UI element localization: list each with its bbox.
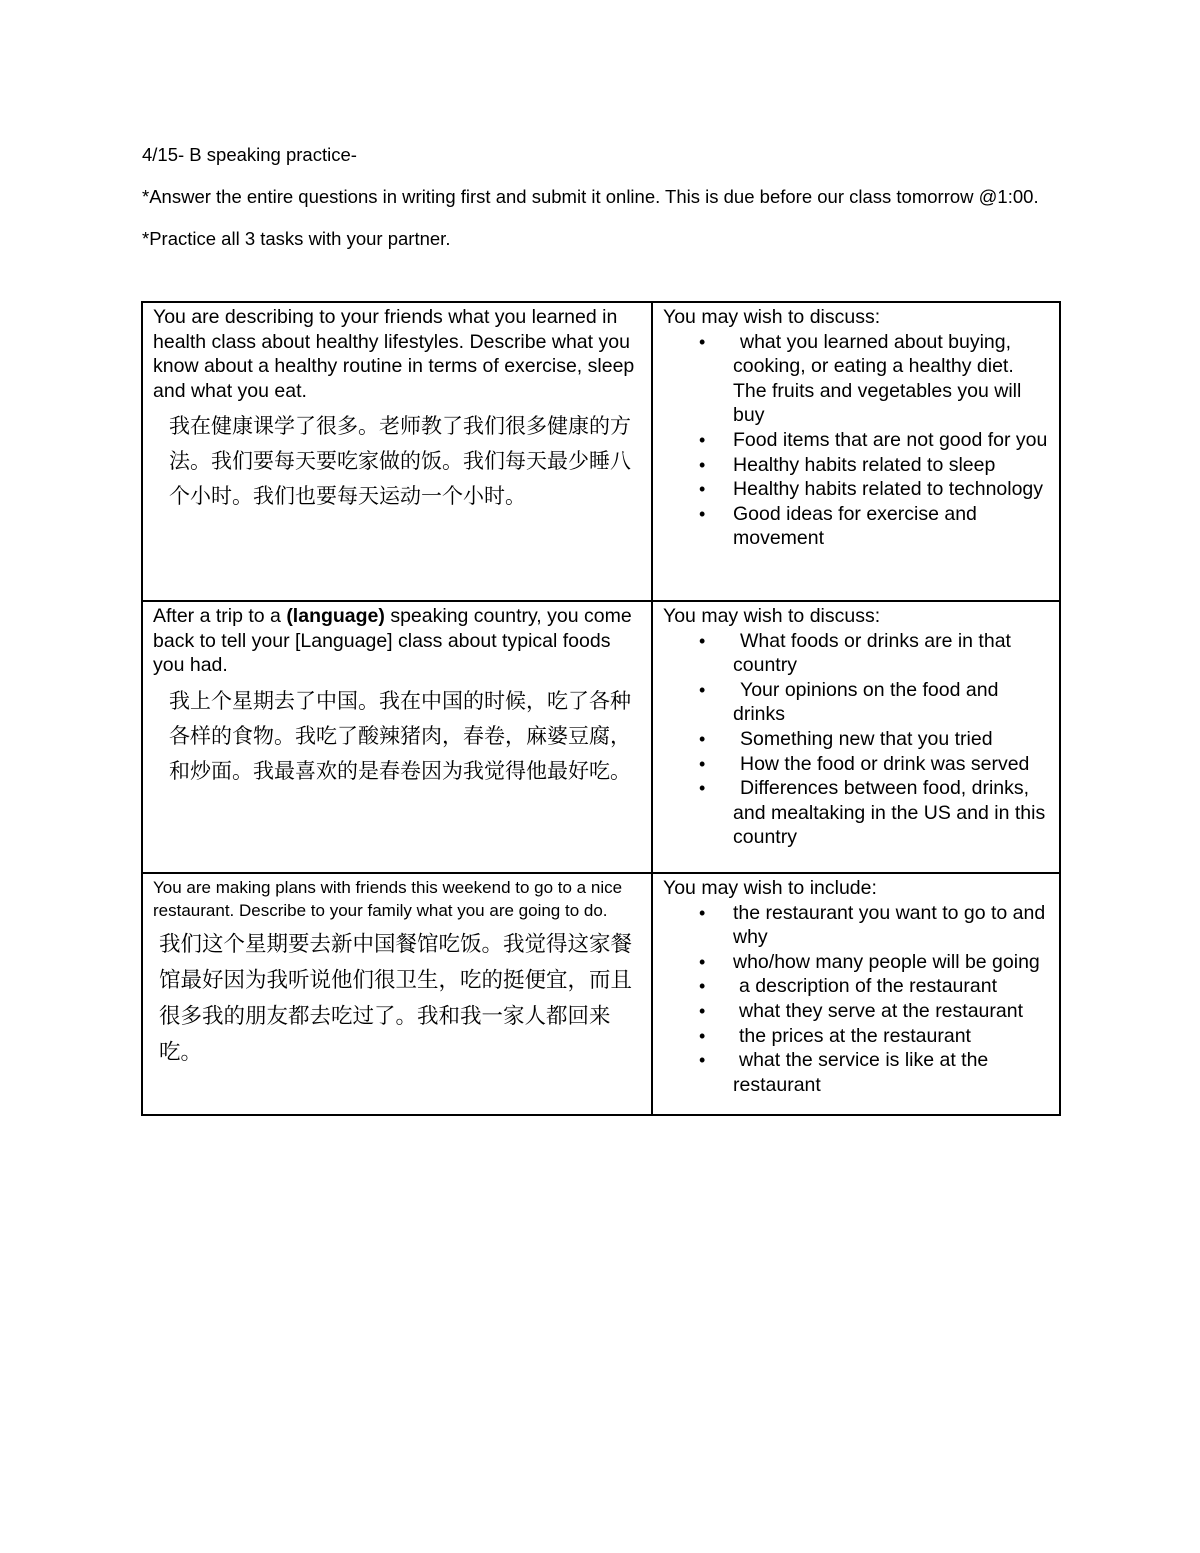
list-item: • Healthy habits related to technology <box>699 478 1044 501</box>
chinese-answer: 我在健康课学了很多。老师教了我们很多健康的方法。我们要每天要吃家做的饭。我们每天最少睡八个小时。我们也要每天运动一个小时。 <box>169 414 631 509</box>
bullet-icon: • <box>699 429 706 450</box>
list-item: • Something new that you tried <box>699 727 993 750</box>
discussion-label: You may wish to discuss: <box>663 306 881 328</box>
list-item: • the prices at the restaurant <box>699 1024 971 1047</box>
discussion-cell <box>652 302 1060 601</box>
bullet-icon: • <box>699 331 706 352</box>
bullet-icon: • <box>699 753 706 774</box>
bullet-icon: • <box>699 1050 706 1071</box>
discussion-label: You may wish to discuss: <box>663 605 881 627</box>
discussion-cell <box>652 601 1060 873</box>
list-item: • who/how many people will be going <box>699 950 1040 973</box>
bullet-icon: • <box>699 728 706 749</box>
list-item: • Healthy habits related to sleep <box>699 453 996 476</box>
chinese-answer: 我上个星期去了中国。我在中国的时候，吃了各种各样的食物。我吃了酸辣猪肉，春卷，麻婆豆腐，和炒面。我最喜欢的是春卷因为我觉得他最好吃。 <box>169 688 631 783</box>
tasks-table <box>141 301 1061 1116</box>
task-prompt: You are making plans with friends this weekend to go to a nice restaurant. Describe to your family what you are going to do. <box>153 878 623 921</box>
list-item: • How the food or drink was served <box>699 752 1030 775</box>
bullet-icon: • <box>699 976 706 997</box>
practice-instruction: *Practice all 3 tasks with your partner. <box>142 228 451 249</box>
discussion-list <box>663 901 1049 1098</box>
discussion-cell <box>652 873 1060 1115</box>
discussion-list <box>663 629 1049 850</box>
bullet-icon: • <box>699 778 706 799</box>
bullet-icon: • <box>699 1000 706 1021</box>
chinese-answer: 我们这个星期要去新中国餐馆吃饭。我觉得这家餐馆最好因为我听说他们很卫生，吃的挺便宜，而且很多我的朋友都去吃过了。我和我一家人都回来吃。 <box>159 931 633 1065</box>
discussion-label: You may wish to include: <box>663 877 877 899</box>
bullet-icon: • <box>699 679 706 700</box>
task-prompt-cell <box>142 873 652 1115</box>
discussion-list <box>663 330 1049 551</box>
instructions-block <box>142 140 1062 254</box>
list-item: • Differences between food, drinks, and mealtaking in the US and in this country <box>699 777 1046 849</box>
bullet-icon: • <box>699 454 706 475</box>
bullet-icon: • <box>699 951 706 972</box>
submission-instruction: *Answer the entire questions in writing first and submit it online. This is due before our class tomorrow @1:00. <box>142 186 1039 207</box>
list-item: • what they serve at the restaurant <box>699 999 1023 1022</box>
task-row <box>142 873 1060 1115</box>
list-item: • what the service is like at the restaurant <box>699 1049 989 1096</box>
list-item: • the restaurant you want to go to and why <box>699 901 1046 949</box>
list-item: • Good ideas for exercise and movement <box>699 502 977 550</box>
list-item: • What foods or drinks are in that country <box>699 629 1011 677</box>
bullet-icon: • <box>699 902 706 923</box>
bullet-icon: • <box>699 503 706 524</box>
list-item: • a description of the restaurant <box>699 975 997 998</box>
list-item: • what you learned about buying, cooking, or eating a healthy diet. The fruits and vegetables you will buy <box>699 330 1022 427</box>
document-title: 4/15- B speaking practice- <box>142 144 357 165</box>
task-prompt: After a trip to a (language) speaking country, you come back to tell your [Language] class about typical foods you had. <box>153 605 632 677</box>
list-item: • Your opinions on the food and drinks <box>699 678 999 726</box>
task-prompt-cell <box>142 302 652 601</box>
task-row <box>142 601 1060 873</box>
list-item: • Food items that are not good for you <box>699 428 1048 451</box>
task-prompt-cell <box>142 601 652 873</box>
bullet-icon: • <box>699 1025 706 1046</box>
bullet-icon: • <box>699 630 706 651</box>
task-row <box>142 302 1060 601</box>
task-prompt: You are describing to your friends what you learned in health class about healthy lifestyles. Describe what you know about a healthy routine in terms of exercise, sleep and what you eat. <box>153 306 635 402</box>
bullet-icon: • <box>699 479 706 500</box>
